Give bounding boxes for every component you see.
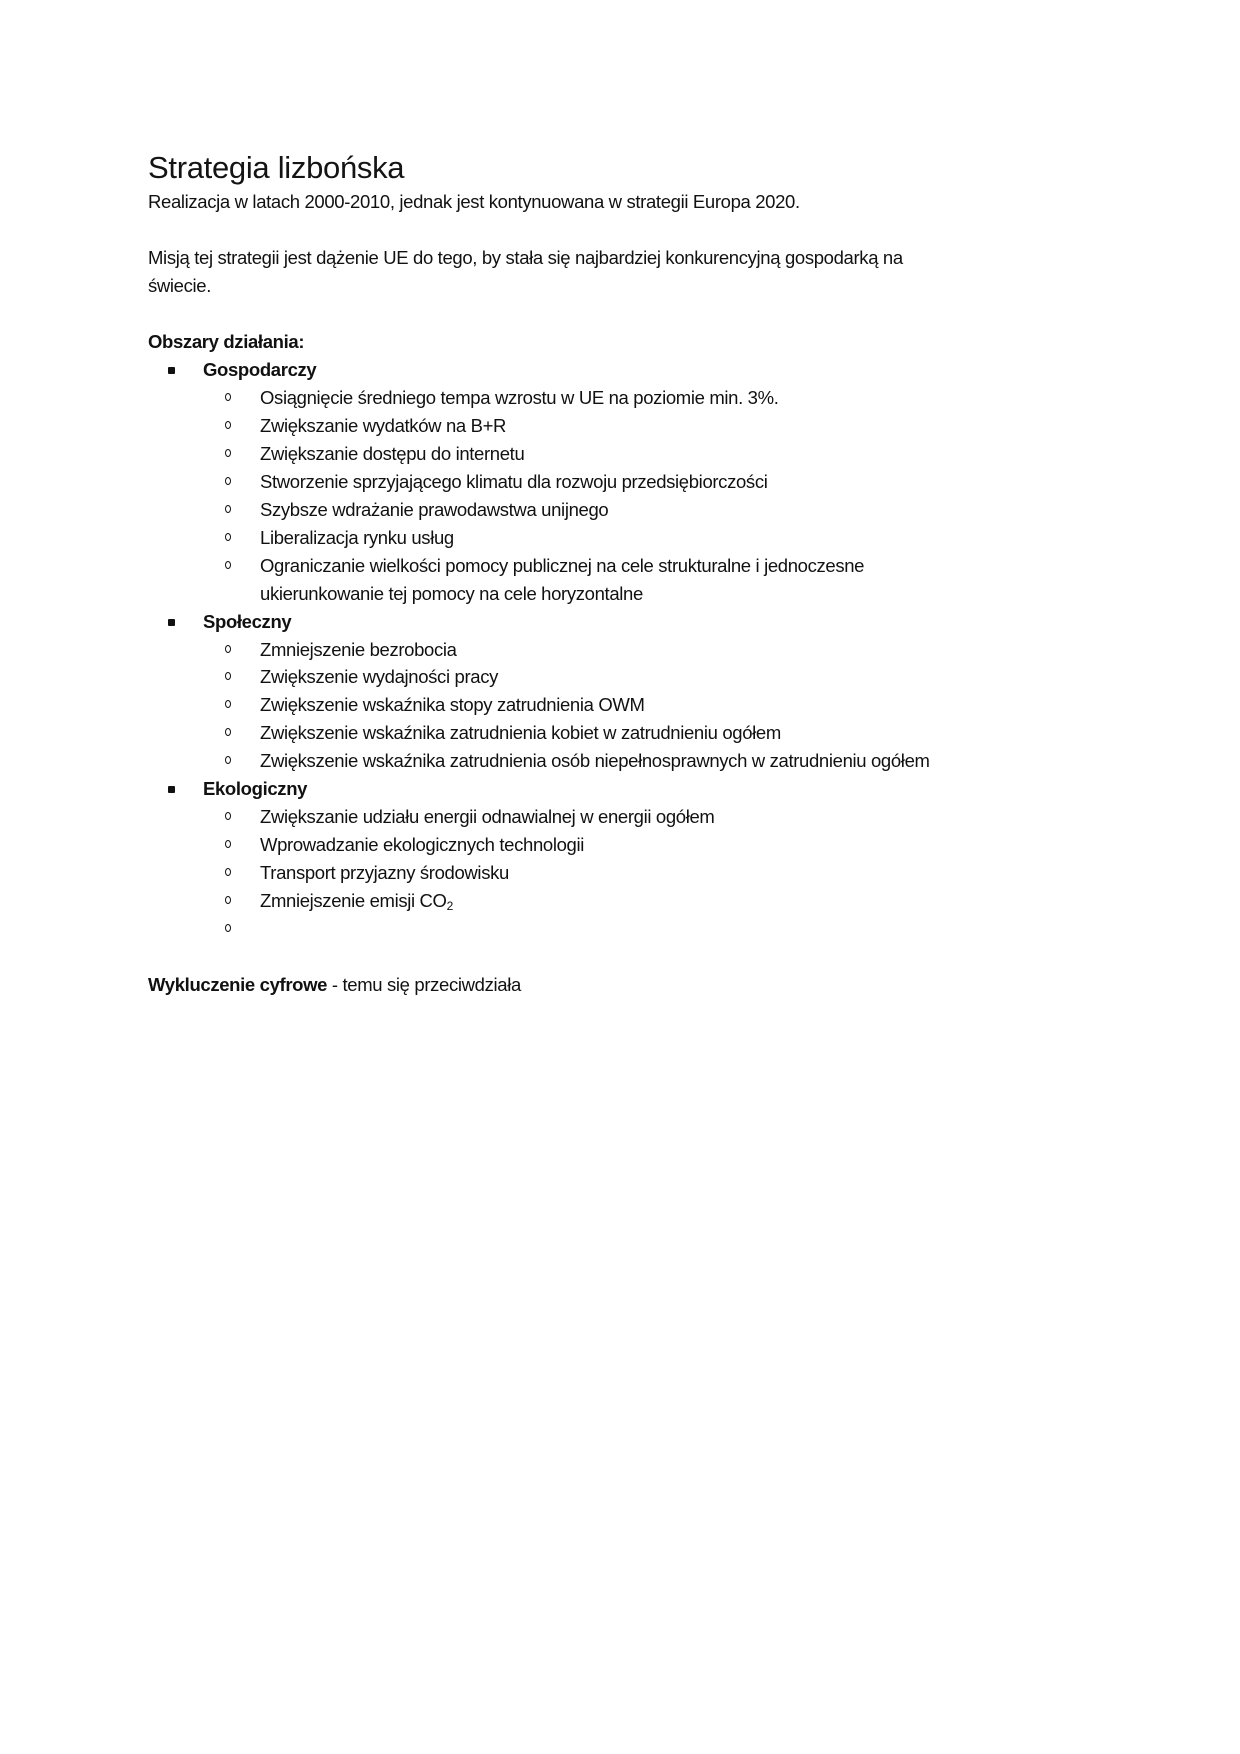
circle-bullet-icon [225, 700, 231, 708]
bullet-icon [168, 619, 175, 626]
bullet-icon [168, 367, 175, 374]
list-item-continuation: ukierunkowanie tej pomocy na cele horyzontalne [260, 582, 643, 604]
circle-bullet-icon [225, 421, 231, 429]
circle-bullet-icon [225, 840, 231, 848]
list-item: Zmniejszenie bezrobocia [148, 636, 1108, 664]
list-item: Zwiększanie wydatków na B+R [148, 412, 1108, 440]
list-item: Zwiększenie wskaźnika stopy zatrudnienia OWM [148, 691, 1108, 719]
list-item: Zwiększenie wydajności pracy [148, 663, 1108, 691]
circle-bullet-icon [225, 393, 231, 401]
closing-text: - temu się przeciwdziała [327, 974, 521, 996]
list-item: Zmniejszenie emisji $CO_2$ [148, 887, 1108, 915]
circle-bullet-icon [225, 505, 231, 513]
circle-bullet-icon [225, 533, 231, 541]
circle-bullet-icon [225, 896, 231, 904]
list-item: Wprowadzanie ekologicznych technologii [148, 831, 1108, 859]
list-item: Zwiększenie wskaźnika zatrudnienia osób niepełnosprawnych w zatrudnieniu ogółem [148, 747, 1108, 775]
circle-bullet-icon [225, 672, 231, 680]
blank-line [148, 943, 1108, 971]
list-item: Zwiększanie dostępu do internetu [148, 440, 1108, 468]
mission-paragraph-line-1: Misją tej strategii jest dążenie UE do tego, by stała się najbardziej konkurencyjną gospodarką na [148, 246, 903, 268]
area-ecological [148, 775, 1108, 803]
document-page [148, 148, 1108, 999]
circle-bullet-icon [225, 449, 231, 457]
blank-line [148, 216, 1108, 244]
bullet-icon [168, 786, 175, 793]
list-item: Zwiększanie udziału energii odnawialnej w energii ogółem [148, 803, 1108, 831]
intro-paragraph: Realizacja w latach 2000-2010, jednak jest kontynuowana w strategii Europa 2020. [148, 191, 800, 212]
area-economic [148, 356, 1108, 384]
list-item: Transport przyjazny środowisku [148, 859, 1108, 887]
area-label: Gospodarczy [203, 358, 317, 380]
list-item: Ograniczanie wielkości pomocy publicznej na cele strukturalne i jednoczesne [148, 552, 1108, 580]
list-item: Zwiększenie wskaźnika zatrudnienia kobiet w zatrudnieniu ogółem [148, 719, 1108, 747]
list-item: Liberalizacja rynku usług [148, 524, 1108, 552]
circle-bullet-icon [225, 924, 231, 932]
list-item: Osiągnięcie średniego tempa wzrostu w UE na poziomie min. 3%. [148, 384, 1108, 412]
closing-term: Wykluczenie cyfrowe [148, 974, 328, 996]
circle-bullet-icon [225, 728, 231, 736]
list-item: Stworzenie sprzyjającego klimatu dla rozwoju przedsiębiorczości [148, 468, 1108, 496]
blank-line [148, 300, 1108, 328]
areas-heading: Obszary działania: [148, 330, 305, 352]
circle-bullet-icon [225, 756, 231, 764]
list-item-empty [148, 915, 1108, 943]
circle-bullet-icon [225, 645, 231, 653]
area-social [148, 608, 1108, 636]
document-title: Strategia lizbońska [148, 150, 405, 185]
area-label: Ekologiczny [203, 778, 308, 800]
circle-bullet-icon [225, 477, 231, 485]
closing-paragraph [148, 971, 1108, 999]
circle-bullet-icon [225, 812, 231, 820]
circle-bullet-icon [225, 868, 231, 876]
list-item: Szybsze wdrażanie prawodawstwa unijnego [148, 496, 1108, 524]
circle-bullet-icon [225, 561, 231, 569]
co2-subscript: 2 [446, 899, 453, 914]
area-label: Społeczny [203, 610, 292, 632]
mission-paragraph-line-2: świecie. [148, 274, 211, 296]
